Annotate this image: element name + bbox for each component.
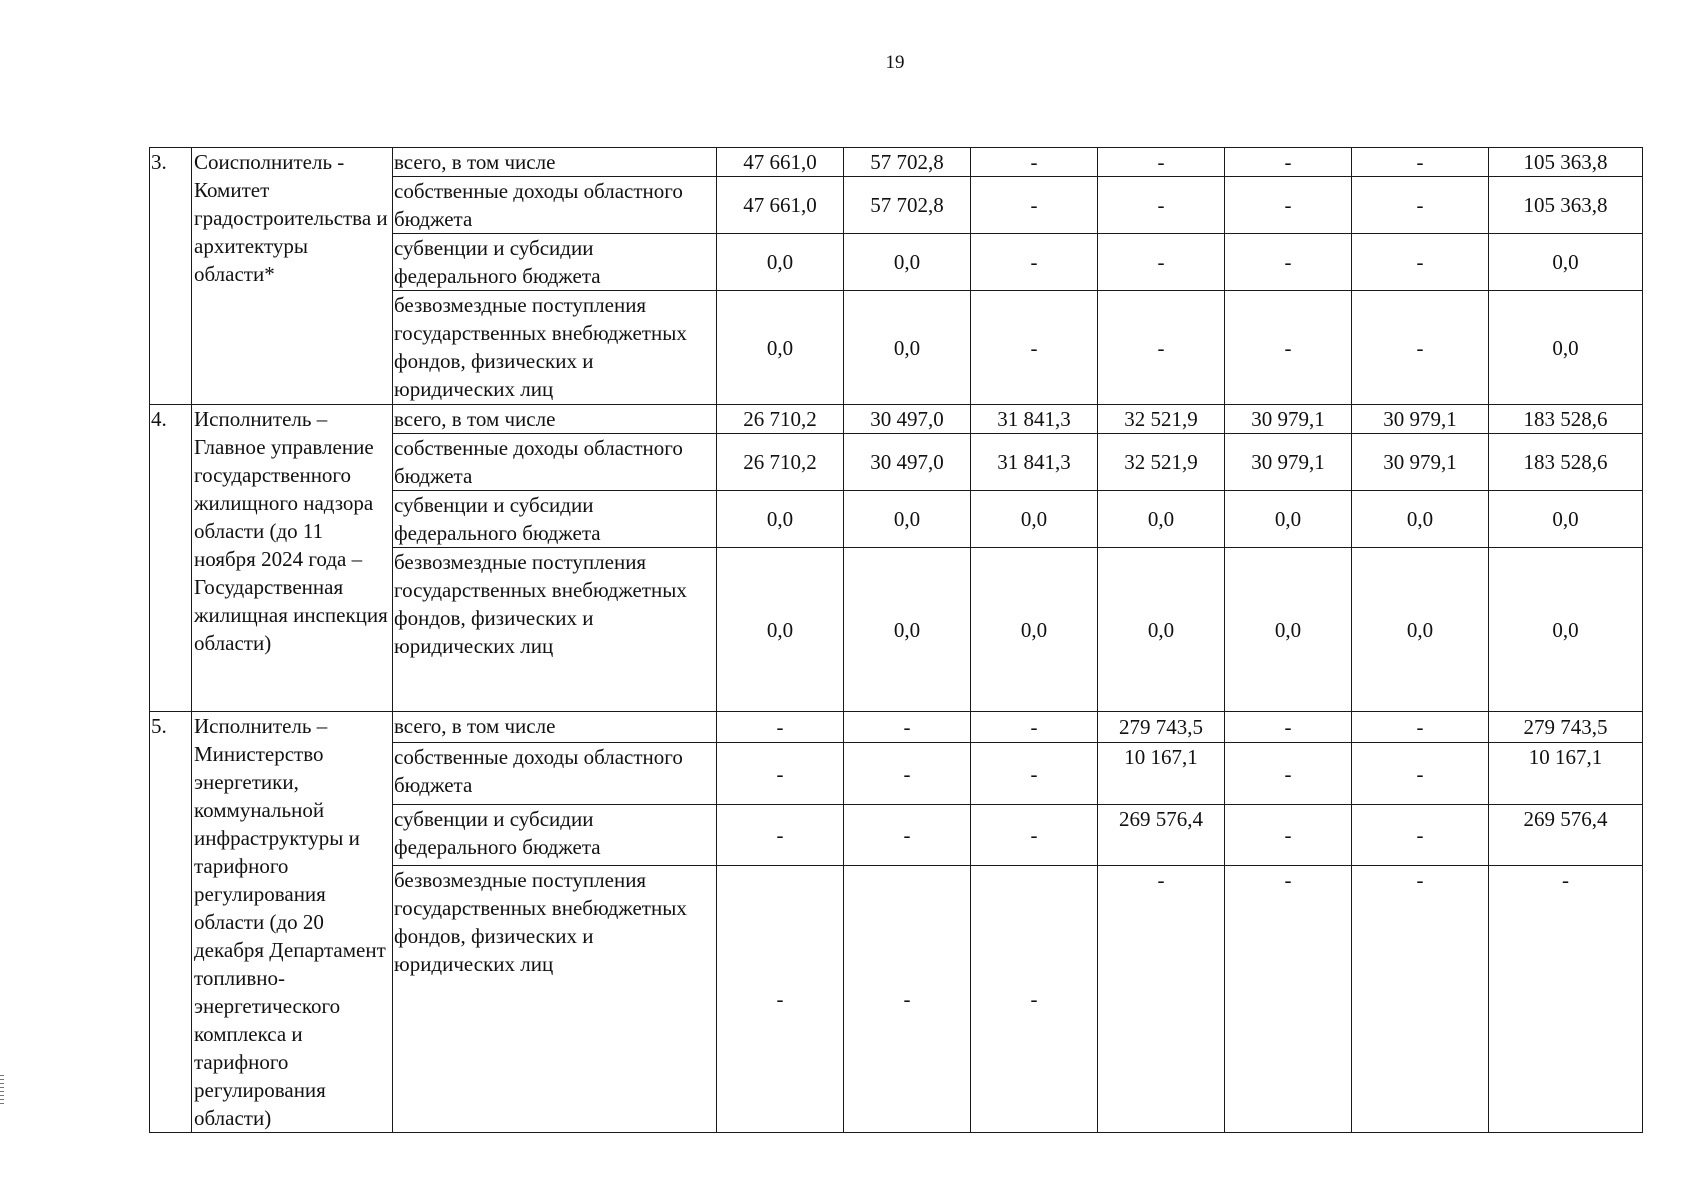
total-cell: 105 363,8: [1489, 177, 1643, 234]
value-cell: -: [971, 177, 1098, 234]
total-cell: 0,0: [1489, 491, 1643, 548]
value-cell: -: [1225, 177, 1352, 234]
total-cell: -: [1489, 866, 1643, 1133]
funding-source: всего, в том числе: [393, 148, 717, 177]
value-cell: -: [1225, 148, 1352, 177]
total-cell: 279 743,5: [1489, 712, 1643, 743]
value-cell: 30 979,1: [1225, 434, 1352, 491]
value-cell: 30 979,1: [1352, 434, 1489, 491]
value-cell: 26 710,2: [717, 405, 844, 434]
value-cell: -: [844, 743, 971, 805]
value-cell: -: [971, 712, 1098, 743]
value-cell: 57 702,8: [844, 177, 971, 234]
funding-source: всего, в том числе: [393, 405, 717, 434]
value-cell: 0,0: [1098, 491, 1225, 548]
value-cell: -: [1225, 804, 1352, 866]
value-cell: 0,0: [1098, 548, 1225, 712]
value-cell: 269 576,4: [1098, 804, 1225, 866]
value-cell: 0,0: [844, 234, 971, 291]
value-cell: -: [1098, 866, 1225, 1133]
value-cell: 0,0: [1352, 491, 1489, 548]
value-cell: -: [1225, 743, 1352, 805]
value-cell: 30 497,0: [844, 405, 971, 434]
value-cell: -: [971, 291, 1098, 405]
value-cell: -: [1352, 712, 1489, 743]
total-cell: 269 576,4: [1489, 804, 1643, 866]
value-cell: 0,0: [844, 491, 971, 548]
total-cell: 10 167,1: [1489, 743, 1643, 805]
value-cell: 0,0: [844, 291, 971, 405]
value-cell: -: [844, 866, 971, 1133]
total-cell: 0,0: [1489, 548, 1643, 712]
value-cell: -: [971, 234, 1098, 291]
value-cell: -: [971, 804, 1098, 866]
value-cell: 26 710,2: [717, 434, 844, 491]
value-cell: -: [717, 743, 844, 805]
value-cell: 30 979,1: [1352, 405, 1489, 434]
value-cell: 0,0: [844, 548, 971, 712]
table-row: [150, 405, 1643, 434]
total-cell: 0,0: [1489, 291, 1643, 405]
value-cell: -: [1225, 234, 1352, 291]
total-cell: 0,0: [1489, 234, 1643, 291]
funding-source: безвозмездные поступления государственных внебюджетных фондов, физических и юридических лиц: [393, 291, 717, 405]
value-cell: -: [1352, 866, 1489, 1133]
row-index: 4.: [150, 405, 192, 712]
funding-source: субвенции и субсидии федерального бюджета: [393, 491, 717, 548]
funding-source: собственные доходы областного бюджета: [393, 743, 717, 805]
value-cell: -: [717, 804, 844, 866]
funding-table: [149, 147, 1643, 1133]
value-cell: -: [1098, 177, 1225, 234]
row-index: 5.: [150, 712, 192, 1133]
funding-source: собственные доходы областного бюджета: [393, 177, 717, 234]
value-cell: -: [1352, 743, 1489, 805]
value-cell: -: [717, 712, 844, 743]
value-cell: 0,0: [717, 234, 844, 291]
value-cell: -: [971, 743, 1098, 805]
scan-edge-marks: [0, 1075, 4, 1105]
executor-cell: Соисполнитель - Комитет градостроительства и архитектуры области*: [192, 148, 393, 405]
value-cell: 0,0: [717, 291, 844, 405]
value-cell: -: [717, 866, 844, 1133]
value-cell: 47 661,0: [717, 148, 844, 177]
value-cell: -: [1225, 291, 1352, 405]
value-cell: -: [844, 804, 971, 866]
value-cell: 31 841,3: [971, 434, 1098, 491]
value-cell: 0,0: [971, 491, 1098, 548]
value-cell: 0,0: [971, 548, 1098, 712]
value-cell: 0,0: [717, 548, 844, 712]
page-number: 19: [885, 52, 905, 73]
total-cell: 183 528,6: [1489, 434, 1643, 491]
value-cell: 30 979,1: [1225, 405, 1352, 434]
value-cell: -: [1352, 148, 1489, 177]
table-row: [150, 712, 1643, 743]
value-cell: -: [1352, 177, 1489, 234]
value-cell: -: [971, 148, 1098, 177]
funding-source: собственные доходы областного бюджета: [393, 434, 717, 491]
funding-source: безвозмездные поступления государственных внебюджетных фондов, физических и юридических лиц: [393, 548, 717, 712]
value-cell: 32 521,9: [1098, 434, 1225, 491]
executor-cell: Исполнитель – Министерство энергетики, коммунальной инфраструктуры и тарифного регулирования области (до 20 декабря Департамент топливно-энергетического комплекса и тарифного регулирования области): [192, 712, 393, 1133]
value-cell: 0,0: [1352, 548, 1489, 712]
value-cell: 279 743,5: [1098, 712, 1225, 743]
value-cell: 32 521,9: [1098, 405, 1225, 434]
value-cell: 31 841,3: [971, 405, 1098, 434]
value-cell: 0,0: [717, 491, 844, 548]
value-cell: -: [1225, 712, 1352, 743]
value-cell: 0,0: [1225, 491, 1352, 548]
total-cell: 183 528,6: [1489, 405, 1643, 434]
row-index: 3.: [150, 148, 192, 405]
value-cell: -: [1098, 234, 1225, 291]
funding-source: субвенции и субсидии федерального бюджета: [393, 804, 717, 866]
funding-source: всего, в том числе: [393, 712, 717, 743]
total-cell: 105 363,8: [1489, 148, 1643, 177]
value-cell: 0,0: [1225, 548, 1352, 712]
value-cell: 10 167,1: [1098, 743, 1225, 805]
value-cell: -: [1225, 866, 1352, 1133]
value-cell: -: [1352, 291, 1489, 405]
value-cell: -: [1098, 291, 1225, 405]
value-cell: -: [971, 866, 1098, 1133]
value-cell: 30 497,0: [844, 434, 971, 491]
executor-cell: Исполнитель – Главное управление государственного жилищного надзора области (до 11 ноября 2024 года – Государственная жилищная инспекция области): [192, 405, 393, 712]
value-cell: -: [844, 712, 971, 743]
table-body: [150, 148, 1643, 1133]
table-row: [150, 148, 1643, 177]
value-cell: 47 661,0: [717, 177, 844, 234]
funding-source: субвенции и субсидии федерального бюджета: [393, 234, 717, 291]
value-cell: -: [1352, 804, 1489, 866]
funding-source: безвозмездные поступления государственных внебюджетных фондов, физических и юридических лиц: [393, 866, 717, 1133]
value-cell: 57 702,8: [844, 148, 971, 177]
value-cell: -: [1352, 234, 1489, 291]
value-cell: -: [1098, 148, 1225, 177]
